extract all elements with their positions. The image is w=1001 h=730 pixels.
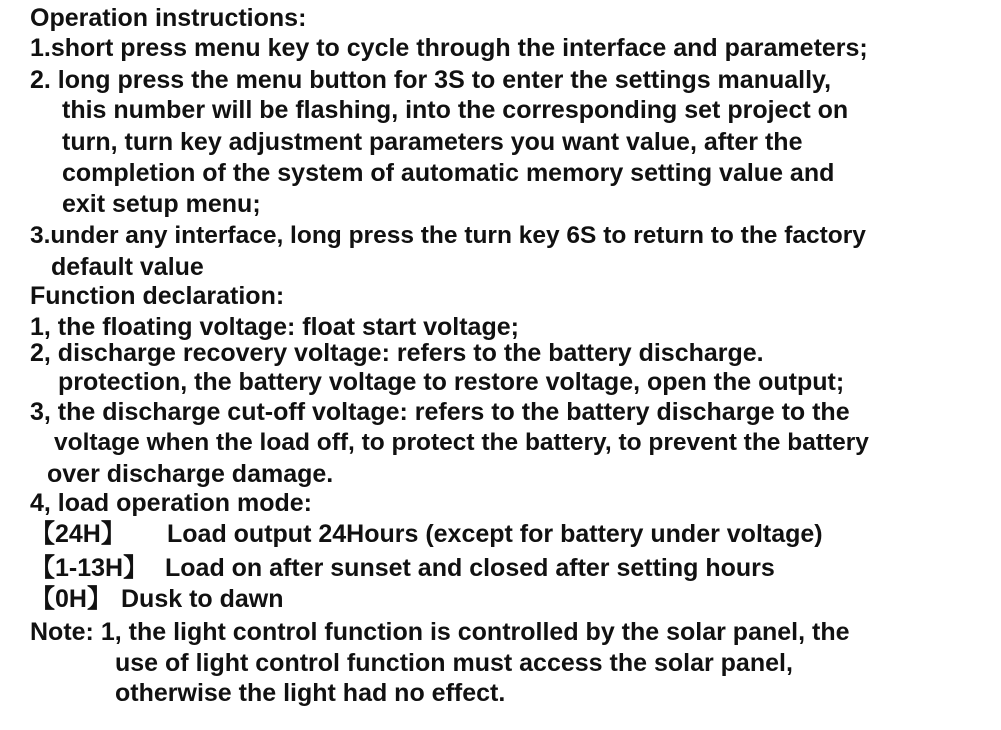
fn-item-2: 2, discharge recovery voltage: refers to the battery discharge. (30, 339, 764, 367)
note-line-1: Note: 1, the light control function is controlled by the solar panel, the (30, 618, 850, 646)
mode-tag-1-13h: 【1-13H】 (30, 554, 149, 582)
op-item-3-cont-1: default value (51, 253, 204, 281)
mode-desc-1-13h: Load on after sunset and closed after setting hours (165, 554, 775, 582)
op-item-2-cont-1: this number will be flashing, into the corresponding set project on (62, 96, 849, 124)
fn-item-3: 3, the discharge cut-off voltage: refers to the battery discharge to the (30, 398, 850, 426)
fn-item-1: 1, the floating voltage: float start voltage; (30, 313, 519, 341)
op-item-1: 1.short press menu key to cycle through the interface and parameters; (30, 34, 868, 62)
op-item-2-cont-3: completion of the system of automatic memory setting value and (62, 159, 835, 187)
fn-item-2-cont-1: protection, the battery voltage to restore voltage, open the output; (58, 368, 845, 396)
mode-desc-24h: Load output 24Hours (except for battery under voltage) (167, 520, 823, 548)
op-item-2-cont-2: turn, turn key adjustment parameters you want value, after the (62, 128, 803, 156)
note-line-3: otherwise the light had no effect. (115, 679, 506, 707)
op-item-2-cont-4: exit setup menu; (62, 190, 261, 218)
mode-tag-0h: 【0H】 (30, 585, 112, 613)
fn-item-3-cont-2: over discharge damage. (47, 460, 334, 488)
mode-tag-24h: 【24H】 (30, 520, 126, 548)
mode-desc-0h: Dusk to dawn (121, 585, 284, 613)
fn-item-3-cont-1: voltage when the load off, to protect the battery, to prevent the battery (54, 429, 869, 456)
op-item-2: 2. long press the menu button for 3S to enter the settings manually, (30, 66, 832, 94)
heading-function-declaration: Function declaration: (30, 282, 285, 310)
fn-item-4: 4, load operation mode: (30, 489, 312, 517)
heading-operation-instructions: Operation instructions: (30, 4, 307, 32)
note-line-2: use of light control function must access the solar panel, (115, 649, 793, 677)
op-item-3: 3.under any interface, long press the turn key 6S to return to the factory (30, 222, 866, 249)
